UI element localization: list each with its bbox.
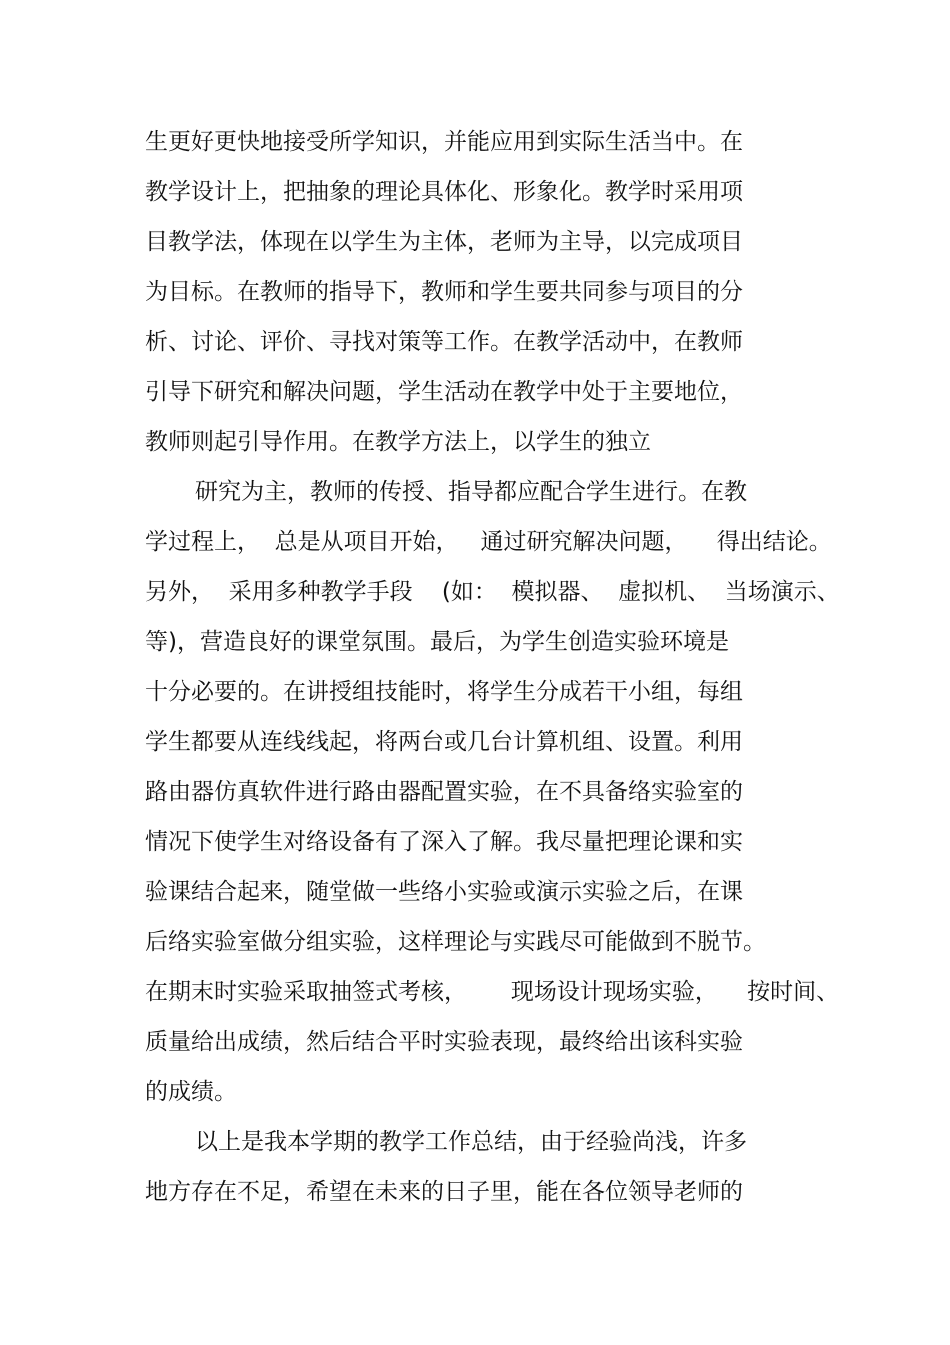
text-line: 目教学法，体现在以学生为主体，老师为主导，以完成项目 xyxy=(145,229,743,255)
text-line: 在期末时实验采取抽签式考核， 现场设计现场实验， 按时间、 xyxy=(145,979,840,1005)
paragraph-start-line: 研究为主，教师的传授、指导都应配合学生进行。在教 xyxy=(195,479,747,505)
text-line: 生更好更快地接受所学知识，并能应用到实际生活当中。在 xyxy=(145,129,743,155)
text-line: 教师则起引导作用。在教学方法上，以学生的独立 xyxy=(145,429,651,455)
text-line: 路由器仿真软件进行路由器配置实验，在不具备络实验室的 xyxy=(145,779,743,805)
text-line: 情况下使学生对络设备有了深入了解。我尽量把理论课和实 xyxy=(145,829,743,855)
paragraph-start-line: 以上是我本学期的教学工作总结，由于经验尚浅，许多 xyxy=(195,1129,747,1155)
text-line: 验课结合起来，随堂做一些络小实验或演示实验之后，在课 xyxy=(145,879,743,905)
text-line: 十分必要的。在讲授组技能时，将学生分成若干小组，每组 xyxy=(145,679,743,705)
text-line: 引导下研究和解决问题，学生活动在教学中处于主要地位， xyxy=(145,379,743,405)
text-line: 的成绩。 xyxy=(145,1079,237,1105)
text-line: 学生都要从连线线起，将两台或几台计算机组、设置。利用 xyxy=(145,729,743,755)
text-line: 质量给出成绩，然后结合平时实验表现，最终给出该科实验 xyxy=(145,1029,743,1055)
text-line: 地方存在不足，希望在未来的日子里，能在各位领导老师的 xyxy=(145,1179,743,1205)
text-line: 后络实验室做分组实验，这样理论与实践尽可能做到不脱节。 xyxy=(145,929,766,955)
text-line: 另外， 采用多种教学手段 (如： 模拟器、 虚拟机、 当场演示、 xyxy=(145,579,840,605)
text-line: 等)，营造良好的课堂氛围。最后，为学生创造实验环境是 xyxy=(145,629,729,655)
text-line: 为目标。在教师的指导下，教师和学生要共同参与项目的分 xyxy=(145,279,743,305)
text-line: 析、讨论、评价、寻找对策等工作。在教学活动中，在教师 xyxy=(145,329,743,355)
text-line: 教学设计上，把抽象的理论具体化、形象化。教学时采用项 xyxy=(145,179,743,205)
text-line: 学过程上， 总是从项目开始， 通过研究解决问题， 得出结论。 xyxy=(145,529,832,555)
